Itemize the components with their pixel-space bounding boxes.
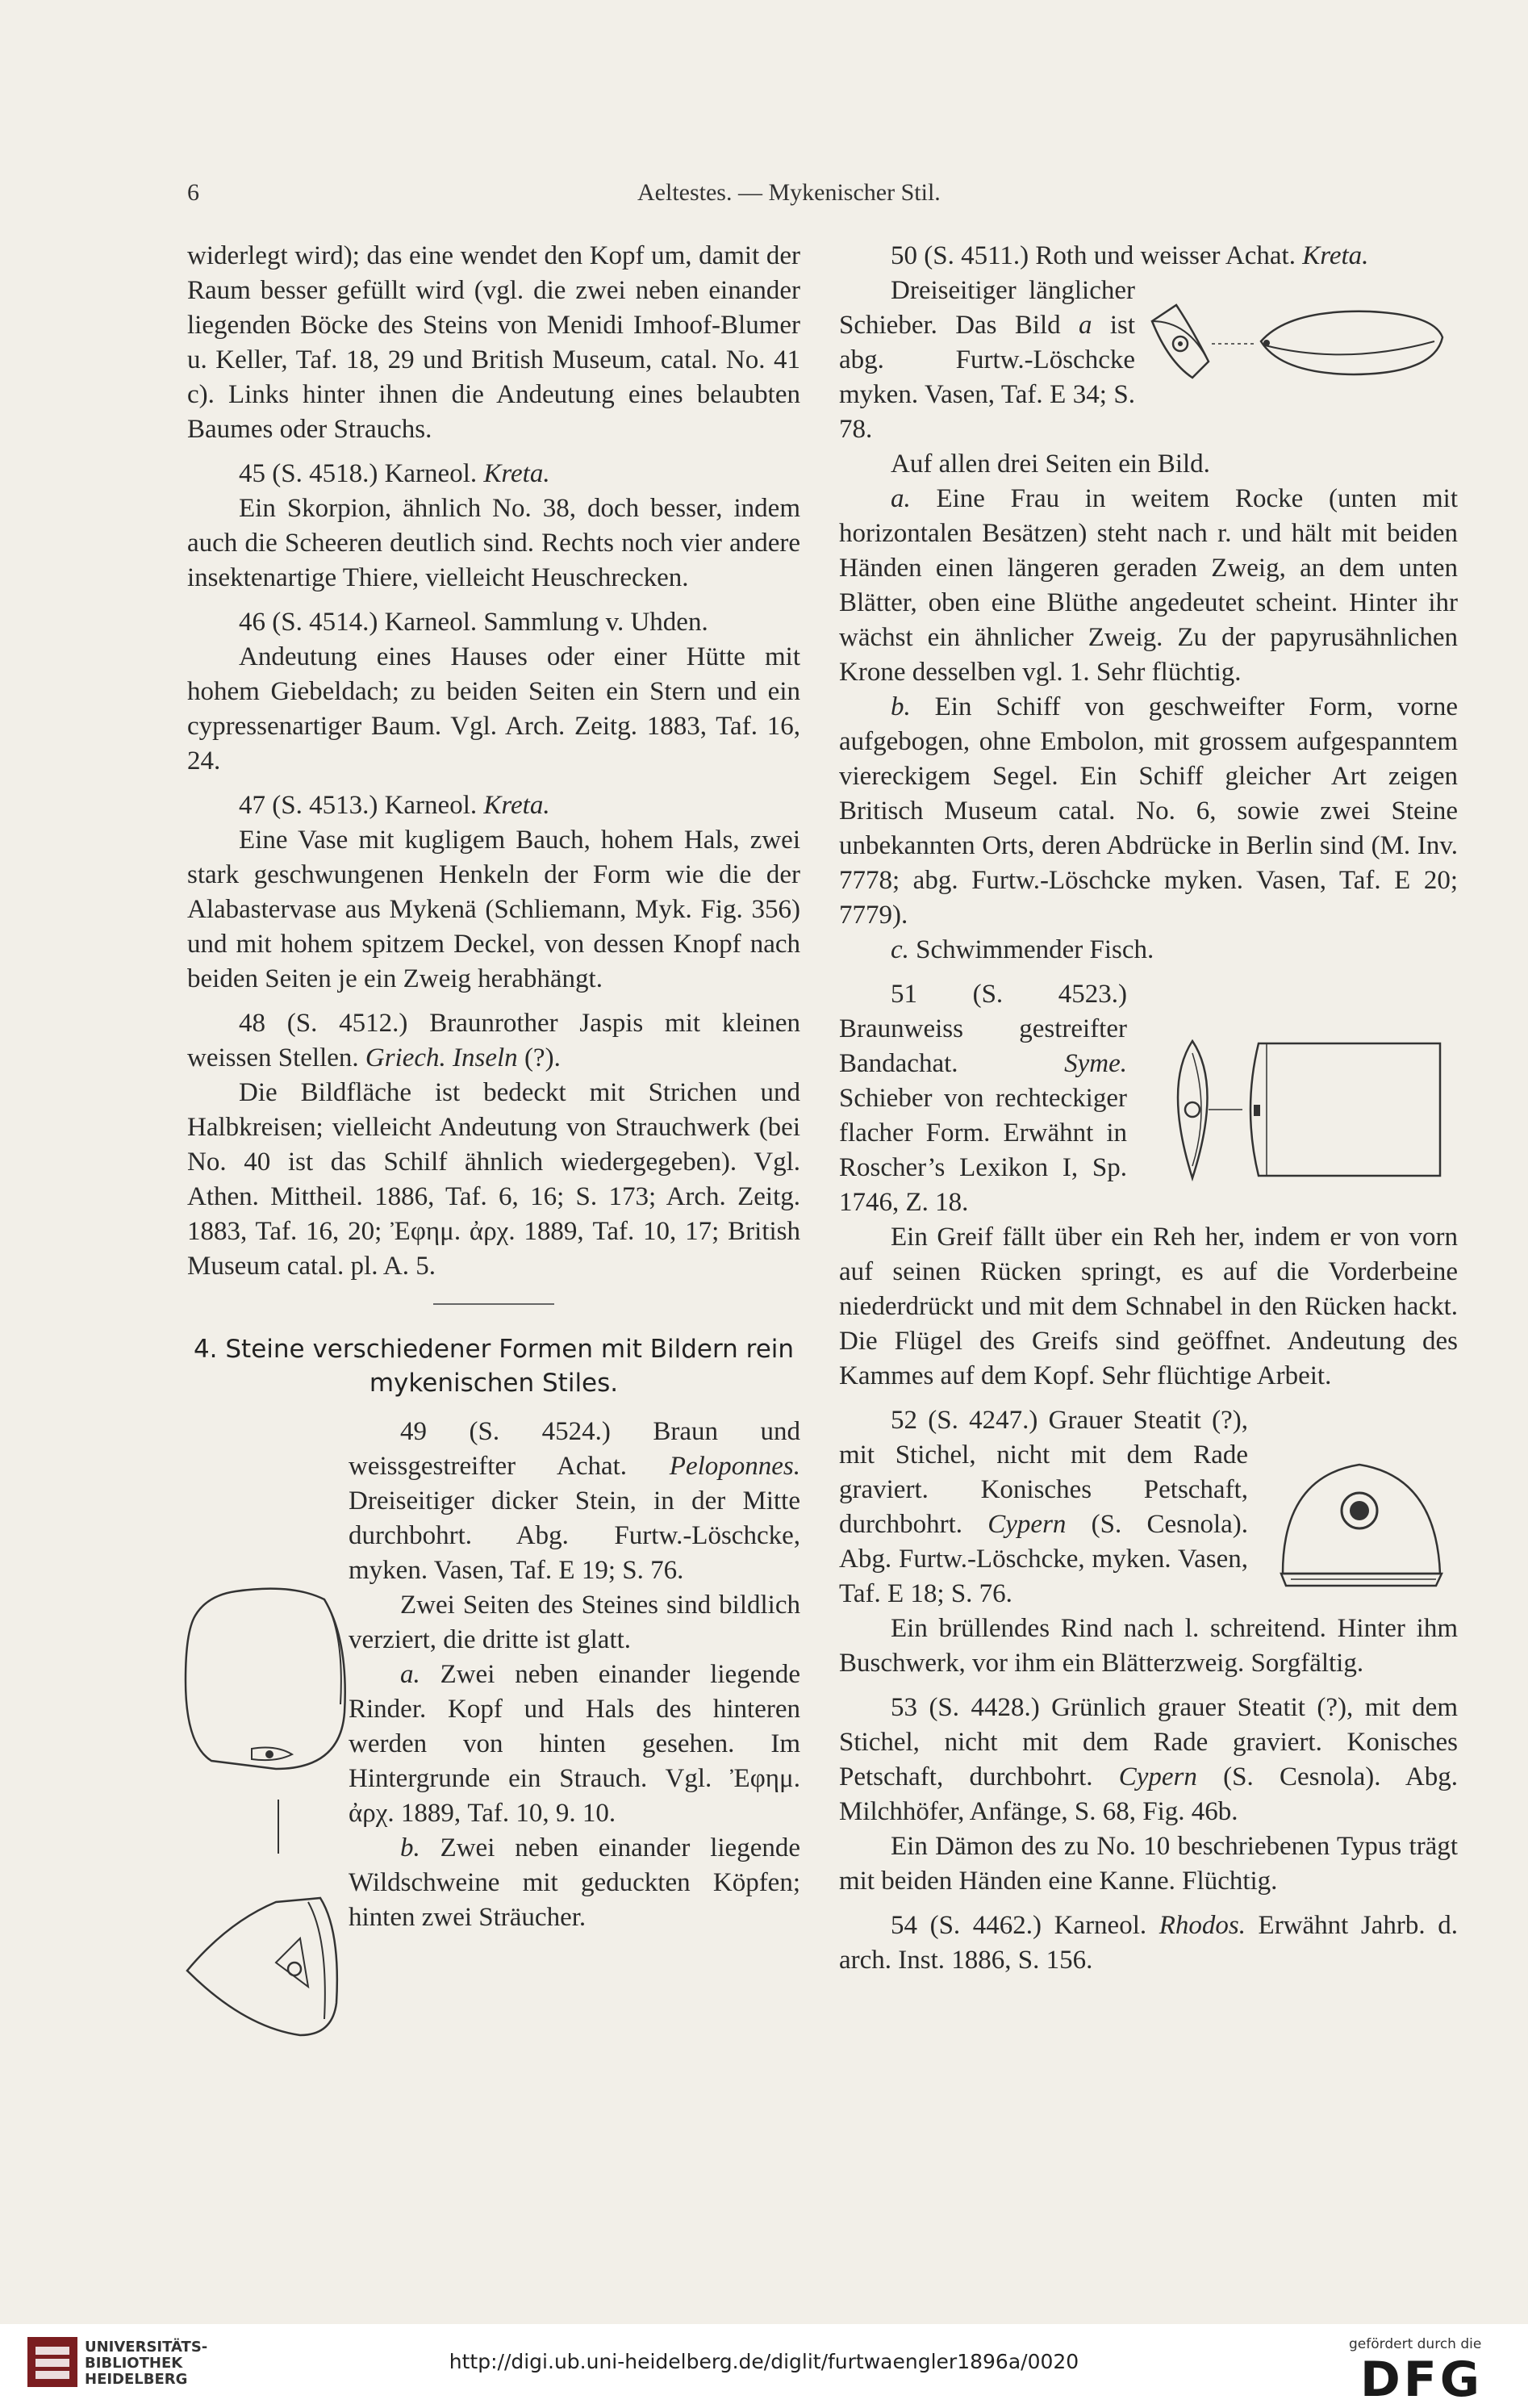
entry-50-c: c. Schwimmender Fisch. [891,935,1154,964]
entry-49-head: 49 (S. 4524.) Braun und weissgestreifter Achat. Peloponnes. Dreiseitiger dicker Stein, in der Mitte durchbohrt. Abg. Furtw.-Löschcke, myken. Vasen, Taf. E 19; S. 76. [349,1417,800,1585]
figure-51-slider-drawing [1162,1037,1452,1182]
page-number: 6 [187,179,199,206]
section-heading: 4. Steine verschiedener Formen mit Bildern rein mykenischen Stiles. [193,1335,795,1398]
entry-45-body: Ein Skorpion, ähnlich No. 38, doch besser, indem auch die Scheeren deutlich sind. Rechts noch vier andere insektenartige Thiere, vielleicht Heuschrecken. [187,494,800,592]
entry-47-body: Eine Vase mit kugligem Bauch, hohem Hals, zwei stark geschwungenen Henkeln der Form wie die der Alabastervase aus Mykenä (Schliemann, Myk. Fig. 356) und mit hohem spitzem Deckel, von dessen Knopf nach beiden Seiten je ein Zweig herabhängt. [187,826,800,993]
source-url[interactable]: http://digi.ub.uni-heidelberg.de/diglit/furtwaengler1896a/0020 [449,2350,1079,2373]
entry-46-body: Andeutung eines Hauses oder einer Hütte mit hohem Giebeldach; zu beiden Seiten ein Stern und ein cypressenartiger Baum. Vgl. Arch. Zeitg. 1883, Taf. 16, 24. [187,642,800,775]
dfg-logo: DFG [1360,2352,1484,2408]
paragraph-continuation: widerlegt wird); das eine wendet den Kopf um, damit der Raum besser gefüllt wird (vgl. die zwei neben einander liegenden Böcke des Steins von Menidi Imhoof-Blumer u. Keller, Taf. 18, 29 und British Museum, catal. No. 41 c). Links hinter ihnen die Andeutung eines belaubten Baumes oder Strauchs. [187,241,800,444]
entry-53-head: 53 (S. 4428.) Grünlich grauer Steatit (?), mit dem Stichel, nicht mit dem Rade graviert. Konisches Petschaft, durchbohrt. Cypern (S. Cesnola). Abg. Milchhöfer, Anfänge, S. 68, Fig. 46b. [839,1693,1458,1826]
running-title: Aeltestes. — Mykenischer Stil. [637,179,941,206]
entry-52-body: Ein brüllendes Rind nach l. schreitend. Hinter ihm Buschwerk, vor ihm ein Blätterzweig. Sorgfältig. [839,1614,1458,1678]
entry-48-body: Die Bildfläche ist bedeckt mit Strichen und Halbkreisen; vielleicht Andeutung von Strauchwerk (bei No. 40 ist das Schilf ähnlich wiedergegeben). Vgl. Athen. Mittheil. 1886, Taf. 6, 16; S. 173; Arch. Zeitg. 1883, Taf. 16, 20; Ἐφημ. ἀρχ. 1889, Taf. 10, 17; British Museum catal. pl. A. 5. [187,1078,800,1281]
entry-52-head: 52 (S. 4247.) Grauer Steatit (?), mit Stichel, nicht mit dem Rade graviert. Konisches Petschaft, durchbohrt. Cypern (S. Cesnola). Abg. Furtw.-Löschcke, myken. Vasen, Taf. E 18; S. 76. [839,1406,1248,1608]
entry-46-head: 46 (S. 4514.) Karneol. Sammlung v. Uhden. [239,608,708,637]
entry-49-a: a. Zwei neben einander liegende Rinder. Kopf und Hals des hinteren werden von hinten gesehen. Im Hintergrunde ein Strauch. Vgl. Ἐφημ. ἀρχ. 1889, Taf. 10, 9. 10. [349,1660,800,1828]
entry-50-sides: Auf allen drei Seiten ein Bild. [891,449,1210,479]
entry-48-head: 48 (S. 4512.) Braunrother Jaspis mit kleinen weissen Stellen. Griech. Inseln (?). [187,1009,800,1072]
funder-caption: gefördert durch die [1349,2336,1482,2352]
university-library-name: UNIVERSITÄTS- BIBLIOTHEK HEIDELBERG [85,2339,208,2388]
entry-50-b: b. Ein Schiff von geschweifter Form, vorne aufgebogen, ohne Embolon, mit grossem aufgespanntem viereckigem Segel. Ein Schiff gleicher Art zeigen Britisch Museum catal. No. 6, sowie zwei Steine unbekannten Orts, deren Abdrücke in Berlin sind (M. Inv. 7778; abg. Furtw.-Löschcke myken. Vasen, Taf. E 20; 7779). [839,692,1458,930]
entry-54: 54 (S. 4462.) Karneol. Rhodos. Erwähnt Jahrb. d. arch. Inst. 1886, S. 156. [839,1911,1458,1975]
entry-47-head: 47 (S. 4513.) Karneol. Kreta. [239,791,550,820]
entry-50-body: Dreiseitiger länglicher Schieber. Das Bild a ist abg. Furtw.-Löschcke myken. Vasen, Taf. E 34; S. 78. [839,276,1135,444]
entry-50-a: a. Eine Frau in weitem Rocke (unten mit horizontalen Besätzen) steht nach r. und hält mit beiden Händen einen längeren geraden Zweig, an dem unten Blätter, oben eine Blüthe angedeutet scheint. Hinter ihr wächst ein ähnlicher Zweig. Zu der papyrusähnlichen Krone desselben vgl. 1. Sehr flüchtig. [839,484,1458,687]
entry-53-body: Ein Dämon des zu No. 10 beschriebenen Typus trägt mit beiden Händen eine Kanne. Flüchtig. [839,1832,1458,1896]
entry-49-b: b. Zwei neben einander liegende Wildschweine mit geduckten Köpfen; hinten zwei Sträucher. [349,1833,800,1932]
entry-51-body: Ein Greif fällt über ein Reh her, indem er von vorn auf seinen Rücken springt, es auf die Vorderbeine niederdrückt und mit dem Schnabel in den Rücken hackt. Die Flügel des Greifs sind geöffnet. Andeutung des Kammes auf dem Kopf. Sehr flüchtige Arbeit. [839,1223,1458,1390]
entry-50-head: 50 (S. 4511.) Roth und weisser Achat. Kreta. [891,241,1369,270]
separator-rule [433,1303,554,1305]
figure-52-seal-drawing [1275,1453,1448,1594]
entry-49-sides: Zwei Seiten des Steines sind bildlich verziert, die dritte ist glatt. [349,1591,800,1654]
entry-51-head: 51 (S. 4523.) Braunweiss gestreifter Bandachat. Syme. Schieber von rechteckiger flacher Form. Erwähnt in Roscher’s Lexikon I, Sp. 1746, Z. 18. [839,980,1127,1217]
entry-45-head: 45 (S. 4518.) Karneol. Kreta. [239,459,550,488]
figure-50-slider-drawing [1144,297,1455,394]
figure-49-stone-drawing [179,1583,353,2084]
